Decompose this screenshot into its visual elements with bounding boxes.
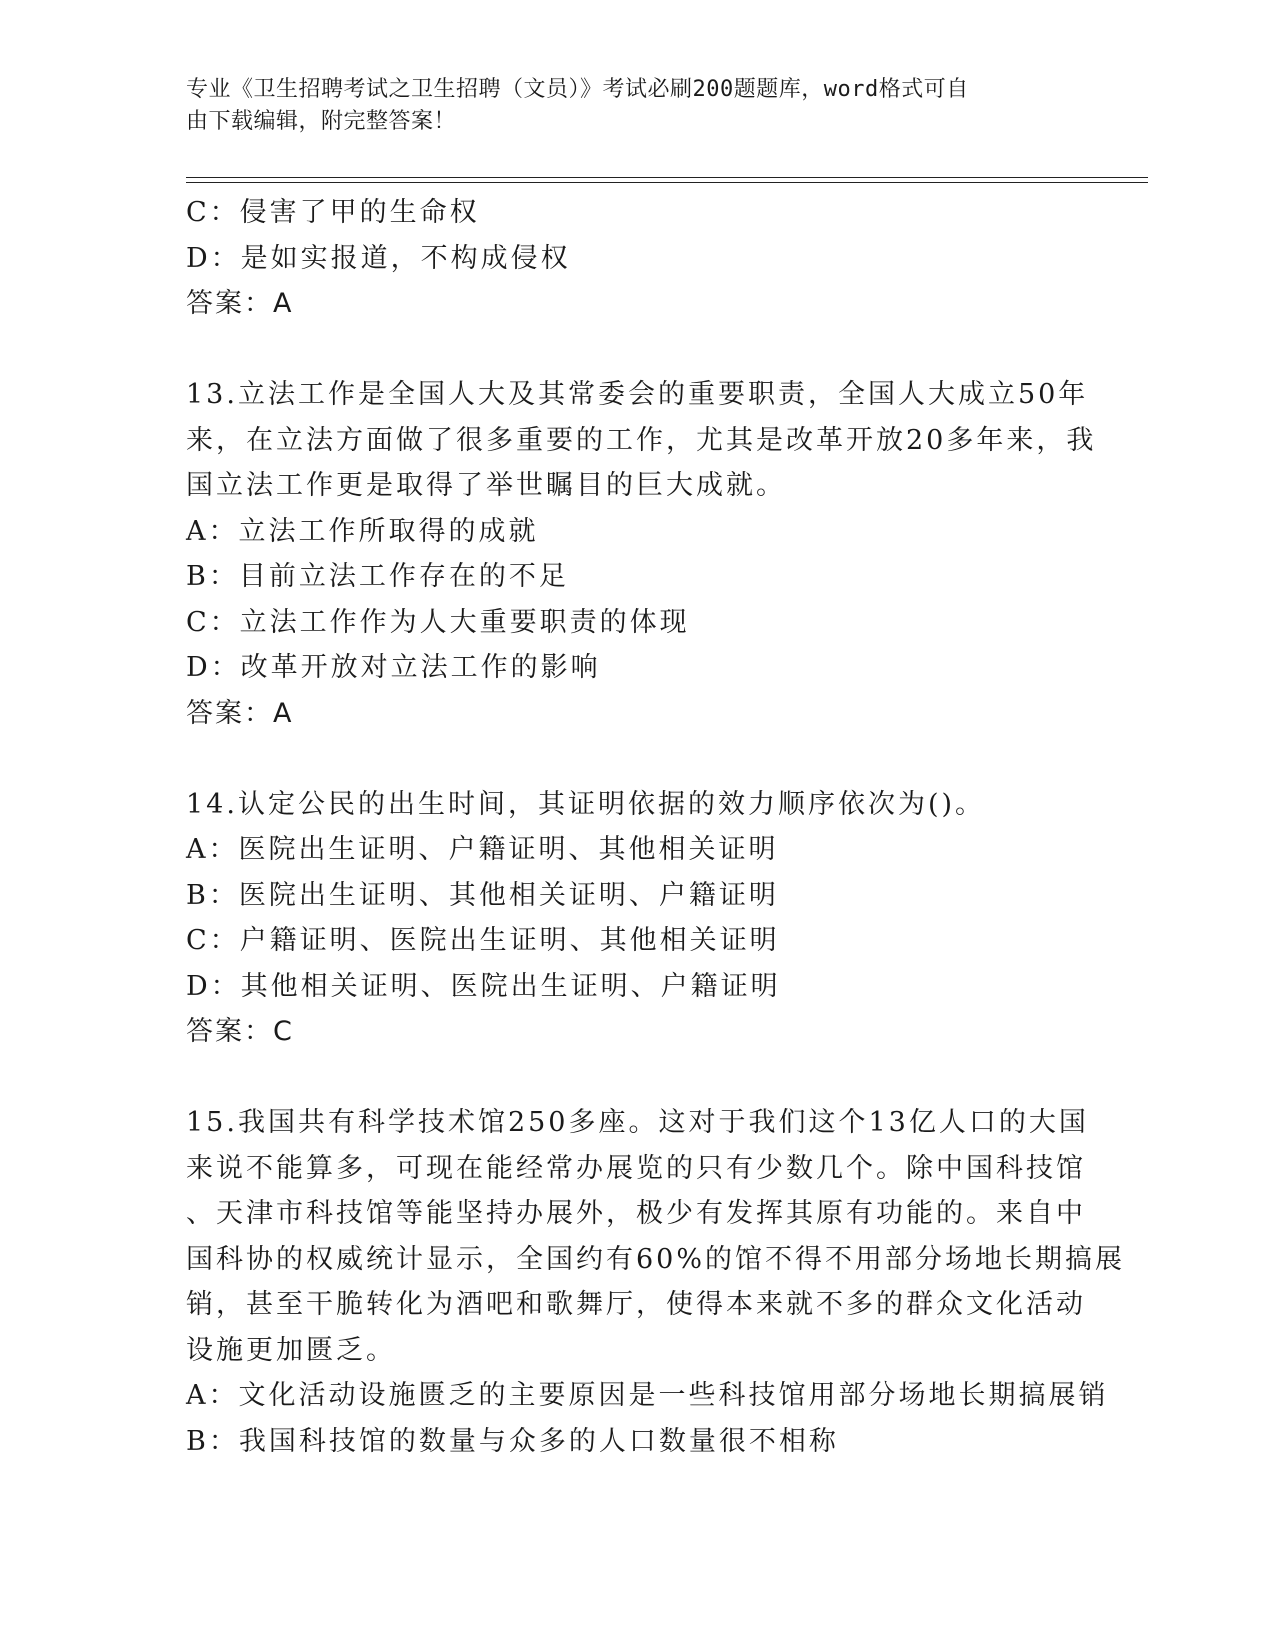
answer: 答案：C	[186, 1016, 294, 1047]
question-stem-line: 来，在立法方面做了很多重要的工作，尤其是改革开放20多年来，我	[186, 424, 1097, 456]
header-line-2: 由下载编辑，附完整答案！	[186, 109, 457, 134]
option-d: D：是如实报道，不构成侵权	[186, 242, 571, 274]
question-stem-line: 14.认定公民的出生时间，其证明依据的效力顺序依次为()。	[186, 788, 986, 820]
question-12	[186, 190, 1086, 327]
question-15	[186, 1100, 1126, 1464]
spacer	[186, 327, 1086, 373]
document-header	[186, 74, 1066, 138]
option-a: A：医院出生证明、户籍证明、其他相关证明	[186, 834, 779, 865]
spacer	[186, 1055, 1086, 1101]
option-d: D：改革开放对立法工作的影响	[186, 652, 601, 683]
answer: 答案：A	[186, 288, 294, 319]
question-stem-line: 13.立法工作是全国人大及其常委会的重要职责，全国人大成立50年	[186, 379, 1089, 410]
document-body	[186, 190, 1126, 1464]
question-stem-line: 来说不能算多，可现在能经常办展览的只有少数几个。除中国科技馆	[186, 1152, 1086, 1184]
question-stem-line: 、天津市科技馆等能坚持办展外，极少有发挥其原有功能的。来自中	[186, 1198, 1086, 1229]
spacer	[186, 736, 1086, 782]
question-14	[186, 782, 1086, 1055]
question-stem-line: 销，甚至干脆转化为酒吧和歌舞厅，使得本来就不多的群众文化活动	[186, 1289, 1086, 1320]
option-d: D：其他相关证明、医院出生证明、户籍证明	[186, 970, 781, 1002]
question-stem-line: 15.我国共有科学技术馆250多座。这对于我们这个13亿人口的大国	[186, 1107, 1089, 1138]
option-a: A：立法工作所取得的成就	[186, 515, 539, 547]
answer: 答案：A	[186, 697, 294, 729]
question-stem-line: 设施更加匮乏。	[186, 1334, 396, 1366]
option-c: C：侵害了甲的生命权	[186, 197, 480, 228]
question-stem-line: 国科协的权威统计显示，全国约有60%的馆不得不用部分场地长期搞展	[186, 1243, 1126, 1275]
option-c: C：立法工作作为人大重要职责的体现	[186, 606, 690, 638]
option-c: C：户籍证明、医院出生证明、其他相关证明	[186, 925, 780, 956]
question-13	[186, 372, 1097, 736]
option-b: B：我国科技馆的数量与众多的人口数量很不相称	[186, 1425, 839, 1457]
option-b: B：医院出生证明、其他相关证明、户籍证明	[186, 879, 779, 911]
header-rule-top	[186, 177, 1148, 178]
option-a: A：文化活动设施匮乏的主要原因是一些科技馆用部分场地长期搞展销	[186, 1380, 1109, 1411]
option-b: B：目前立法工作存在的不足	[186, 561, 569, 592]
question-stem-line: 国立法工作更是取得了举世瞩目的巨大成就。	[186, 470, 786, 501]
header-line-1: 专业《卫生招聘考试之卫生招聘（文员）》考试必刷200题题库，word格式可自	[186, 77, 969, 102]
header-rule-bottom	[186, 182, 1148, 183]
